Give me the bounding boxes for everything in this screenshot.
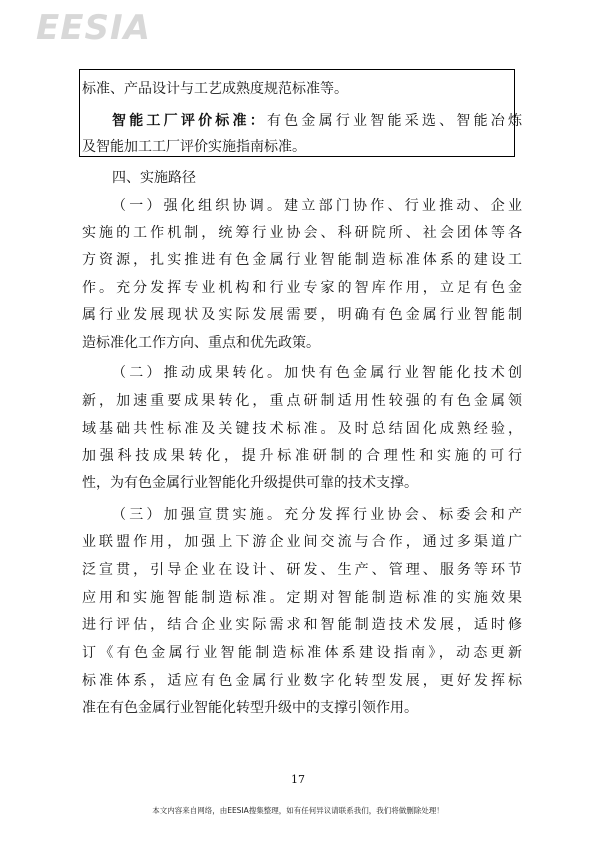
para-line: 新，加速重要成果转化，重点研制适用性较强的有色金属领 [82,393,522,409]
para-line: 准在有色金属行业智能化转型升级中的支撑引领作用。 [82,700,418,716]
para-line: 泛宣贯，引导企业在设计、研发、生产、管理、服务等环节 [82,562,522,578]
para-line: （二）推动成果转化。加快有色金属行业智能化技术创 [112,365,522,381]
para-line: 方资源，扎实推进有色金属行业智能制造标准体系的建设工 [82,252,522,268]
para-line: 应用和实施智能制造标准。定期对智能制造标准的实施效果 [82,590,522,606]
para-line: 域基础共性标准及关键技术标准。及时总结固化成熟经验， [82,421,522,437]
smart-factory-text: 有色金属行业智能采选、智能冶炼 [266,113,523,129]
box-line-3: 及智能加工工厂评价实施指南标准。 [82,139,306,155]
para-line: 标准体系，适应有色金属行业数字化转型发展，更好发挥标 [82,673,522,689]
para-line: 加强科技成果转化，提升标准研制的合理性和实施的可行 [82,448,522,464]
box-line-1: 标准、产品设计与工艺成熟度规范标准等。 [82,81,348,97]
smart-factory-label: 智能工厂评价标准： [112,113,267,129]
para-line: 属行业发展现状及实际发展需要，明确有色金属行业智能制 [82,307,522,323]
section-heading: 四、实施路径 [112,170,196,186]
para-line: 订《有色金属行业智能制造标准体系建设指南》，动态更新 [82,645,522,661]
para-line: （三）加强宣贯实施。充分发挥行业协会、标委会和产 [112,507,522,523]
para-line: 造标准化工作方向、重点和优先政策。 [82,335,320,351]
footer-notice: 本文内容来自网络，由EESIA搜集整理，如有任何异议请联系我们，我们将做删除处理！ [152,806,444,815]
box-line-2 [112,110,522,132]
para-line: （一）强化组织协调。建立部门协作、行业推动、企业 [112,198,522,214]
para-line: 性，为有色金属行业智能化升级提供可靠的技术支撑。 [82,475,418,491]
para-line: 实施的工作机制，统筹行业协会、科研院所、社会团体等各 [82,225,522,241]
page-number: 17 [291,773,305,786]
para-line: 作。充分发挥专业机构和行业专家的智库作用，立足有色金 [82,280,522,296]
para-line: 业联盟作用，加强上下游企业间交流与合作，通过多渠道广 [82,534,522,550]
eesia-logo: EESIA [36,8,151,48]
para-line: 进行评估，结合企业实际需求和智能制造技术发展，适时修 [82,617,522,633]
